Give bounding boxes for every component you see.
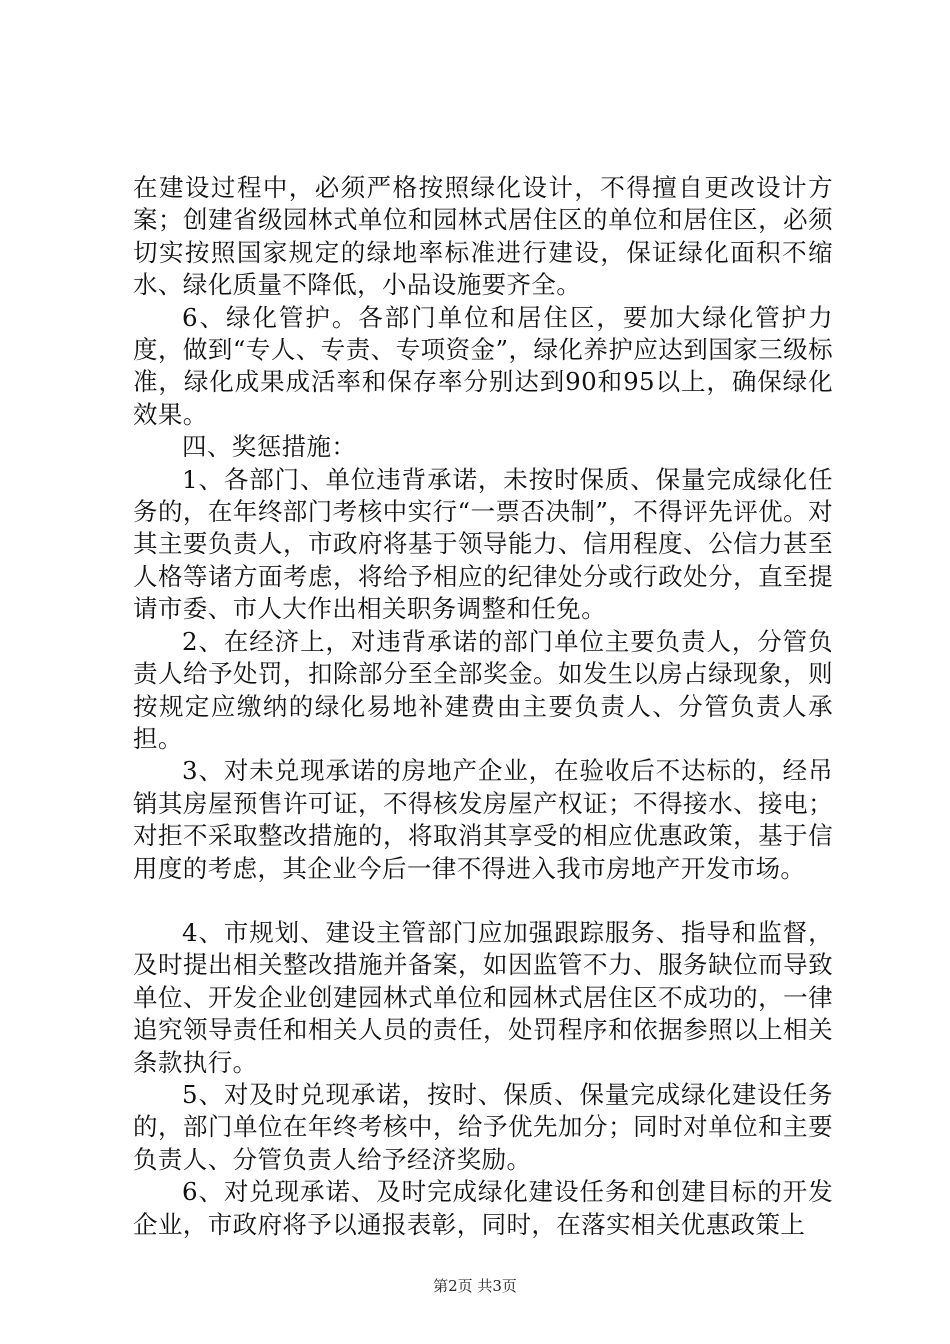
paragraph-item-5: 5、对及时兑现承诺，按时、保质、保量完成绿化建设任务的，部门单位在年终考核中，给予优先加分；同时对单位和主要负责人、分管负责人给予经济奖励。 xyxy=(133,1079,833,1174)
paragraph-item-3: 3、对未兑现承诺的房地产企业，在验收后不达标的，经吊销其房屋预售许可证，不得核发房屋产权证；不得接水、接电；对拒不采取整改措施的，将取消其享受的相应优惠政策，基于信用度的考虑，其企业今后一律不得进入我市房地产开发市场。 xyxy=(133,756,833,883)
paragraph-item-1: 1、各部门、单位违背承诺，未按时保质、保量完成绿化任务的，在年终部门考核中实行“一票否决制”，不得评先评优。对其主要负责人，市政府将基于领导能力、信用程度、公信力甚至人格等诸方面考虑，将给予相应的纪律处分或行政处分，直至提请市委、市人大作出相关职务调整和任免。 xyxy=(133,464,833,624)
paragraph-greening-maintenance: 6、绿化管护。各部门单位和居住区，要加大绿化管护力度，做到“专人、专责、专项资金”，绿化养护应达到国家三级标准，绿化成果成活率和保存率分别达到90和95以上，确保绿化效果。 xyxy=(133,302,833,429)
paragraph-item-2: 2、在经济上，对违背承诺的部门单位主要负责人，分管负责人给予处罚，扣除部分至全部奖金。如发生以房占绿现象，则按规定应缴纳的绿化易地补建费由主要负责人、分管负责人承担。 xyxy=(133,626,833,753)
section-heading-rewards-penalties: 四、奖惩措施： xyxy=(182,432,357,462)
paragraph-item-4: 4、市规划、建设主管部门应加强跟踪服务、指导和监督，及时提出相关整改措施并备案，如因监管不力、服务缺位而导致单位、开发企业创建园林式单位和园林式居住区不成功的，一律追究领导责任和相关人员的责任，处罚程序和依据参照以上相关条款执行。 xyxy=(133,917,833,1077)
page-number-footer: 第2页 共3页 xyxy=(433,1277,517,1295)
paragraph-item-6: 6、对兑现承诺、及时完成绿化建设任务和创建目标的开发企业，市政府将予以通报表彰，同时，在落实相关优惠政策上 xyxy=(133,1177,833,1239)
paragraph-continuation: 在建设过程中，必须严格按照绿化设计，不得擅自更改设计方案；创建省级园林式单位和园林式居住区的单位和居住区，必须切实按照国家规定的绿地率标准进行建设，保证绿化面积不缩水、绿化质量不降低，小品设施要齐全。 xyxy=(133,173,833,300)
document-body xyxy=(133,172,833,1241)
